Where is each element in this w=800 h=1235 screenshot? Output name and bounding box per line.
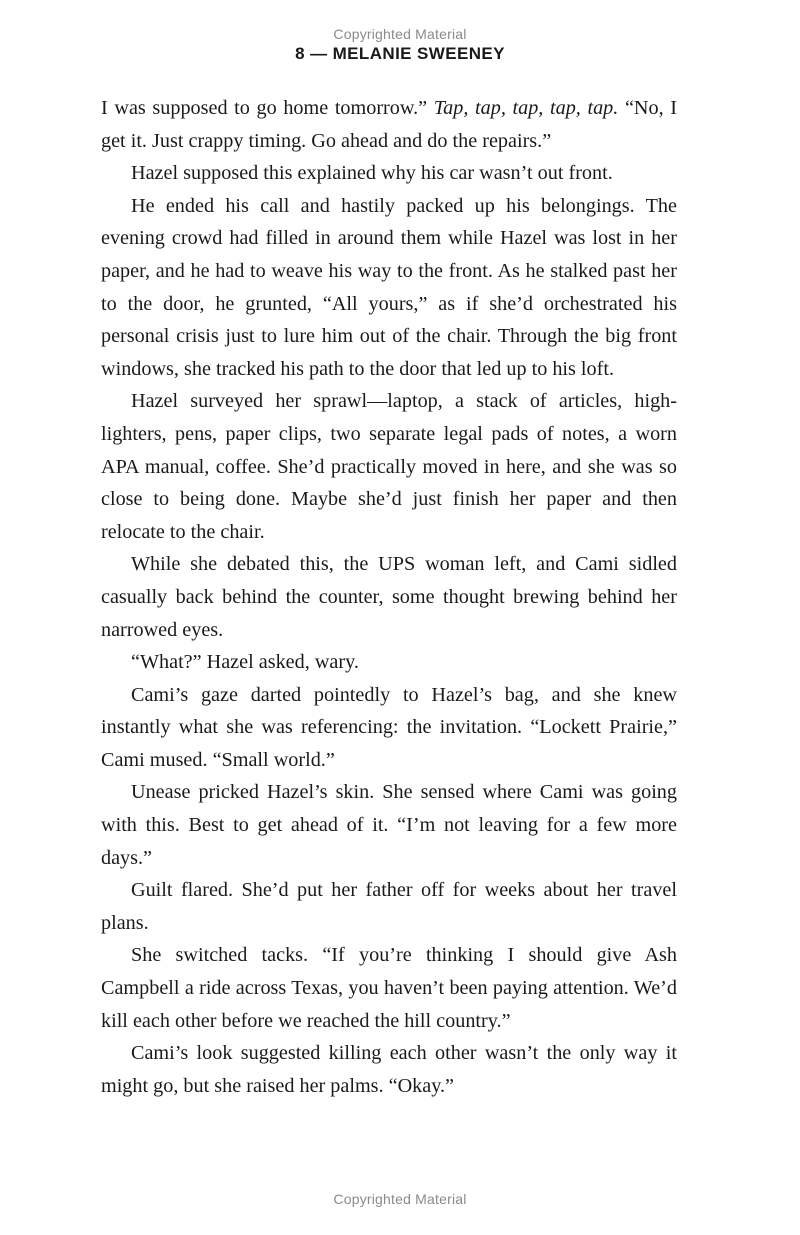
paragraph-5: While she debated this, the UPS woman left, and Cami sidled casually back behind the counter, some thought brewing behind her narrowed eyes. <box>101 553 677 641</box>
paragraph-2: Hazel supposed this explained why his car wasn’t out front. <box>131 162 613 185</box>
paragraph-6: “What?” Hazel asked, wary. <box>131 651 359 674</box>
running-head <box>0 44 800 64</box>
paragraph-7: Cami’s gaze darted pointedly to Hazel’s bag, and she knew instantly what she was referencing: the invitation. “Lockett Prairie,” Cami mused. “Small world.” <box>101 683 677 771</box>
copyright-watermark-top: Copyrighted Material <box>333 26 467 42</box>
copyright-watermark-bottom: Copyrighted Material <box>333 1191 467 1207</box>
paragraph-4: Hazel surveyed her sprawl—laptop, a stack of articles, highlighters, pens, paper clips, two separate legal pads of notes, a worn APA manual, coffee. She’d practically moved in here, and she was so close to being done. Maybe she’d just finish her paper and then relocate to the chair. <box>101 390 677 543</box>
paragraph-1: I was supposed to go home tomorrow.” Tap, tap, tap, tap, tap. “No, I get it. Just crappy timing. Go ahead and do the repairs.” <box>101 97 678 152</box>
page-body <box>101 92 677 1102</box>
paragraph-11: Cami’s look suggested killing each other wasn’t the only way it might go, but she raised her palms. “Okay.” <box>101 1042 677 1097</box>
italic-phrase: Tap, tap, tap, tap, tap. <box>433 97 619 119</box>
page-number: 8 <box>295 44 305 63</box>
paragraph-10: She switched tacks. “If you’re thinking I should give Ash Campbell a ride across Texas, you haven’t been paying attention. We’d kill each other before we reached the hill country.” <box>101 944 677 1032</box>
author-name: MELANIE SWEENEY <box>332 44 505 63</box>
paragraph-3: He ended his call and hastily packed up his belongings. The evening crowd had filled in around them while Hazel was lost in her paper, and he had to weave his way to the front. As he stalked past her to the door, he grunted, “All yours,” as if she’d orchestrated his personal crisis just to lure him out of the chair. Through the big front windows, she tracked his path to the door that led up to his loft. <box>101 194 677 380</box>
paragraph-8: Unease pricked Hazel’s skin. She sensed where Cami was going with this. Best to get ahead of it. “I’m not leaving for a few more days.” <box>101 781 677 869</box>
paragraph-9: Guilt flared. She’d put her father off for weeks about her travel plans. <box>101 879 677 934</box>
header-separator: — <box>310 44 328 63</box>
